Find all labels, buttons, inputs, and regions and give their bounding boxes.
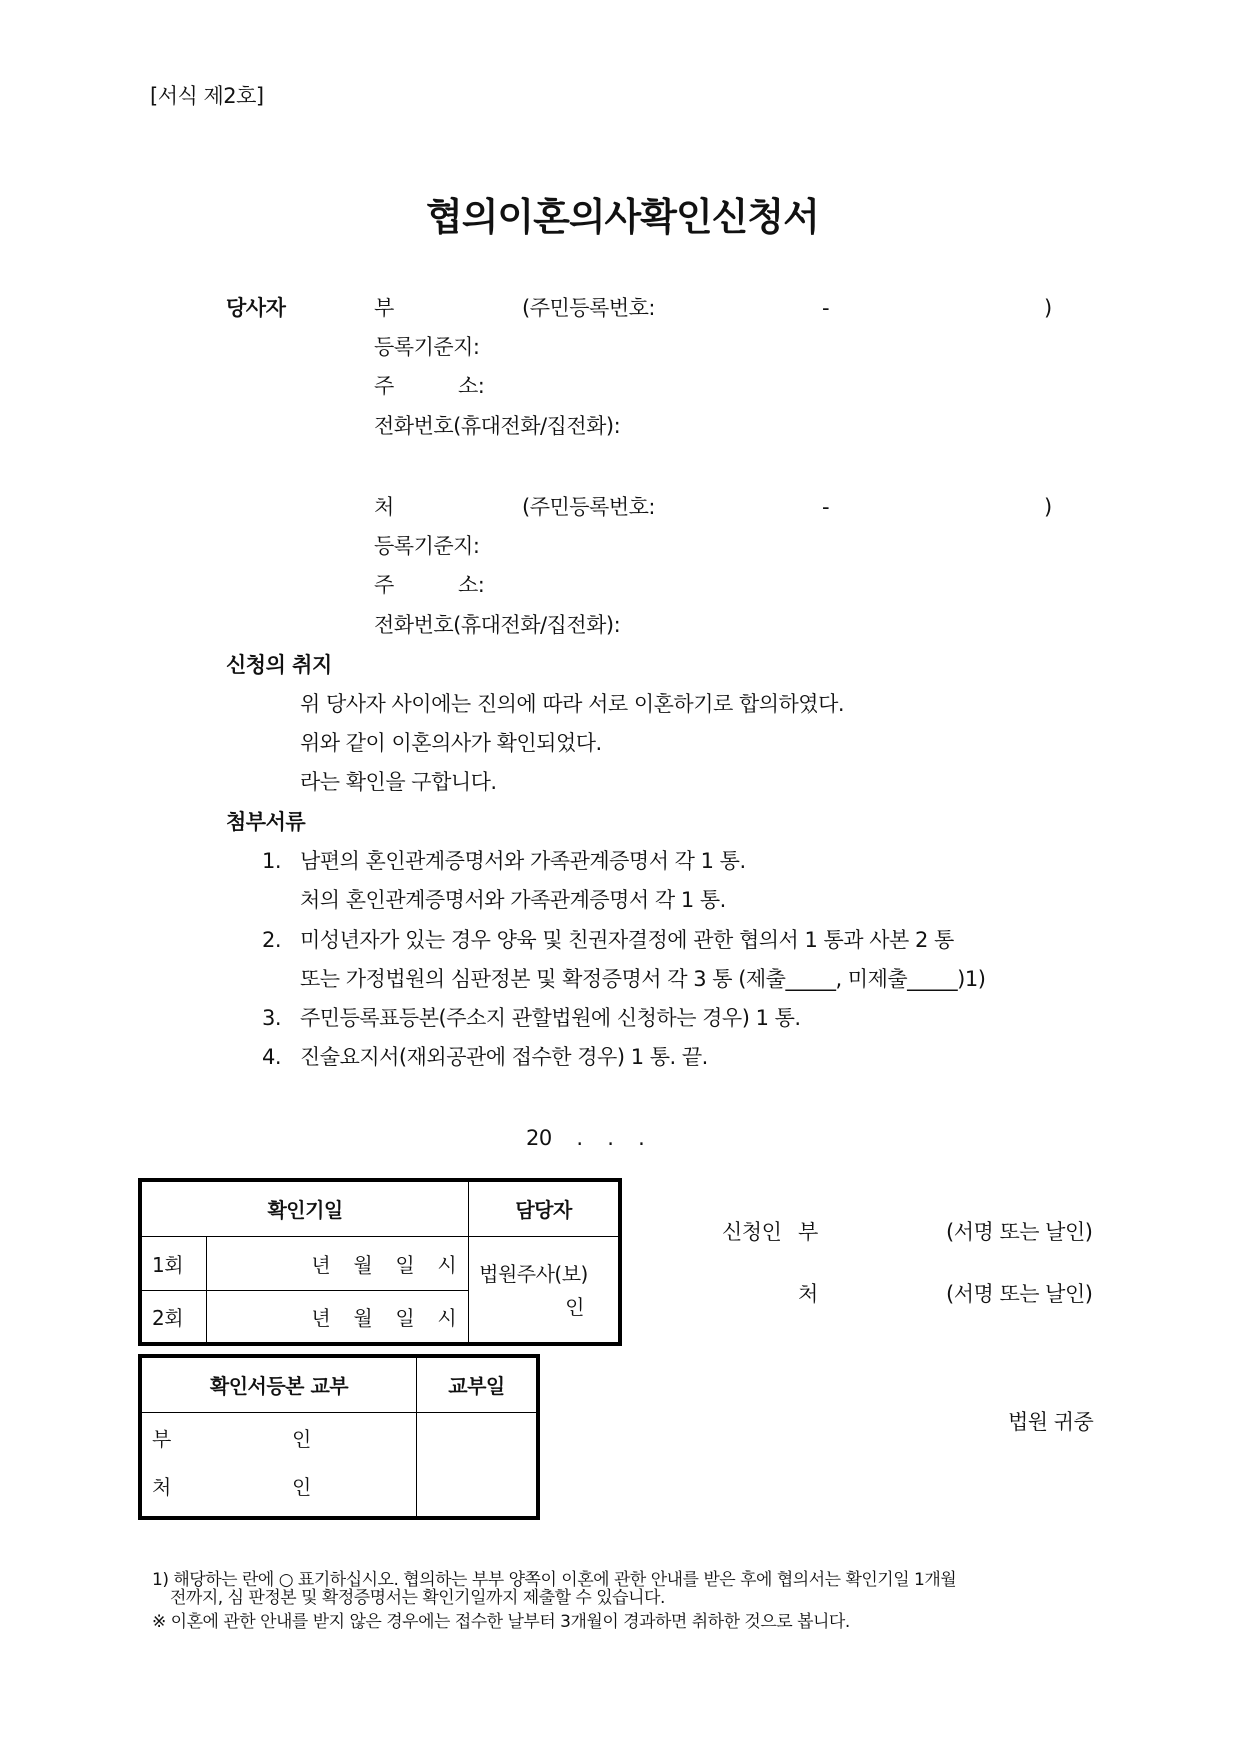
attachment-number: 2.: [262, 928, 282, 952]
confirm-date-header: 확인기일: [140, 1180, 469, 1236]
footnote-1: 1) 해당하는 란에 ○ 표기하십시오. 협의하는 부부 양쪽이 이혼에 관한 안내를 받은 후에 협의서는 확인기일 1개월: [152, 1570, 957, 1590]
attachment-line: 주민등록표등본(주소지 관할법원에 신청하는 경우) 1 통.: [300, 1006, 801, 1030]
delivery-role: 처: [152, 1474, 171, 1499]
date-line: 20 . . .: [526, 1126, 645, 1150]
delivery-date-header: 교부일: [417, 1356, 539, 1412]
month-label: 월: [353, 1305, 373, 1330]
husband-id-label: (주민등록번호:: [522, 296, 655, 320]
delivery-role: 부: [152, 1426, 171, 1451]
confirmation-date-table: [138, 1178, 622, 1346]
wife-signature-field[interactable]: (서명 또는 날인): [946, 1282, 1093, 1306]
delivery-table: [138, 1354, 540, 1520]
day-label: 일: [395, 1305, 415, 1330]
husband-role: 부: [374, 296, 394, 320]
page-title: 협의이혼의사확인신청서: [426, 195, 819, 239]
parties-label: 당사자: [226, 296, 286, 320]
wife-phone-label: 전화번호(휴대전화/집전화):: [374, 613, 621, 637]
round-datetime[interactable]: [207, 1290, 469, 1344]
applicant-wife: 처: [798, 1282, 818, 1306]
purpose-line: 위와 같이 이혼의사가 확인되었다.: [300, 731, 602, 755]
attachment-line: 처의 혼인관계증명서와 가족관계증명서 각 1 통.: [300, 888, 726, 912]
purpose-label: 신청의 취지: [226, 653, 332, 677]
husband-id-dash: -: [822, 296, 830, 320]
round-label: 1회: [140, 1236, 207, 1290]
year-label: 년: [311, 1252, 331, 1277]
round-label: 2회: [140, 1290, 207, 1344]
attachment-number: 1.: [262, 849, 282, 873]
attachment-line: 또는 가정법원의 심판정본 및 확정증명서 각 3 통 (제출_____, 미제출_____)1): [300, 967, 986, 991]
wife-address-label-b: 소:: [458, 573, 485, 597]
footnote-note: ※ 이혼에 관한 안내를 받지 않은 경우에는 접수한 날부터 3개월이 경과하면 취하한 것으로 봅니다.: [152, 1612, 850, 1632]
purpose-line: 라는 확인을 구합니다.: [300, 770, 497, 794]
month-label: 월: [353, 1252, 373, 1277]
wife-id-close: ): [1044, 495, 1052, 519]
round-datetime[interactable]: [207, 1236, 469, 1290]
delivery-recipients[interactable]: [140, 1412, 417, 1518]
husband-phone-label: 전화번호(휴대전화/집전화):: [374, 414, 621, 438]
officer-cell[interactable]: [469, 1236, 620, 1344]
footnote-1-continued: 전까지, 심 판정본 및 확정증명서는 확인기일까지 제출할 수 있습니다.: [170, 1588, 665, 1608]
officer-header: 담당자: [469, 1180, 620, 1236]
officer-title: 법원주사(보): [479, 1262, 588, 1287]
applicant-husband: 부: [798, 1220, 818, 1244]
husband-registry-label: 등록기준지:: [374, 335, 480, 359]
delivery-header: 확인서등본 교부: [140, 1356, 417, 1412]
wife-role: 처: [374, 495, 394, 519]
officer-seal: 인: [565, 1295, 584, 1320]
wife-registry-label: 등록기준지:: [374, 534, 480, 558]
delivery-seal: 인: [292, 1474, 311, 1499]
year-label: 년: [311, 1305, 331, 1330]
husband-address-label-a: 주: [374, 374, 394, 398]
hour-label: 시: [437, 1252, 457, 1277]
delivery-seal: 인: [292, 1426, 311, 1451]
attachments-label: 첨부서류: [226, 810, 306, 834]
husband-address-label-b: 소:: [458, 374, 485, 398]
attachment-line: 진술요지서(재외공관에 접수한 경우) 1 통. 끝.: [300, 1045, 708, 1069]
wife-id-dash: -: [822, 495, 830, 519]
applicant-label: 신청인: [722, 1220, 782, 1244]
delivery-date-cell[interactable]: [417, 1412, 539, 1518]
court-addressee: 법원 귀중: [1008, 1410, 1094, 1434]
hour-label: 시: [437, 1305, 457, 1330]
attachment-number: 4.: [262, 1045, 282, 1069]
purpose-line: 위 당사자 사이에는 진의에 따라 서로 이혼하기로 합의하였다.: [300, 692, 845, 716]
husband-signature-field[interactable]: (서명 또는 날인): [946, 1220, 1093, 1244]
attachment-line: 미성년자가 있는 경우 양육 및 친권자결정에 관한 협의서 1 통과 사본 2 통: [300, 928, 954, 952]
day-label: 일: [395, 1252, 415, 1277]
wife-id-label: (주민등록번호:: [522, 495, 655, 519]
attachment-number: 3.: [262, 1006, 282, 1030]
attachment-line: 남편의 혼인관계증명서와 가족관계증명서 각 1 통.: [300, 849, 746, 873]
form-number: [서식 제2호]: [150, 84, 264, 108]
husband-id-close: ): [1044, 296, 1052, 320]
wife-address-label-a: 주: [374, 573, 394, 597]
